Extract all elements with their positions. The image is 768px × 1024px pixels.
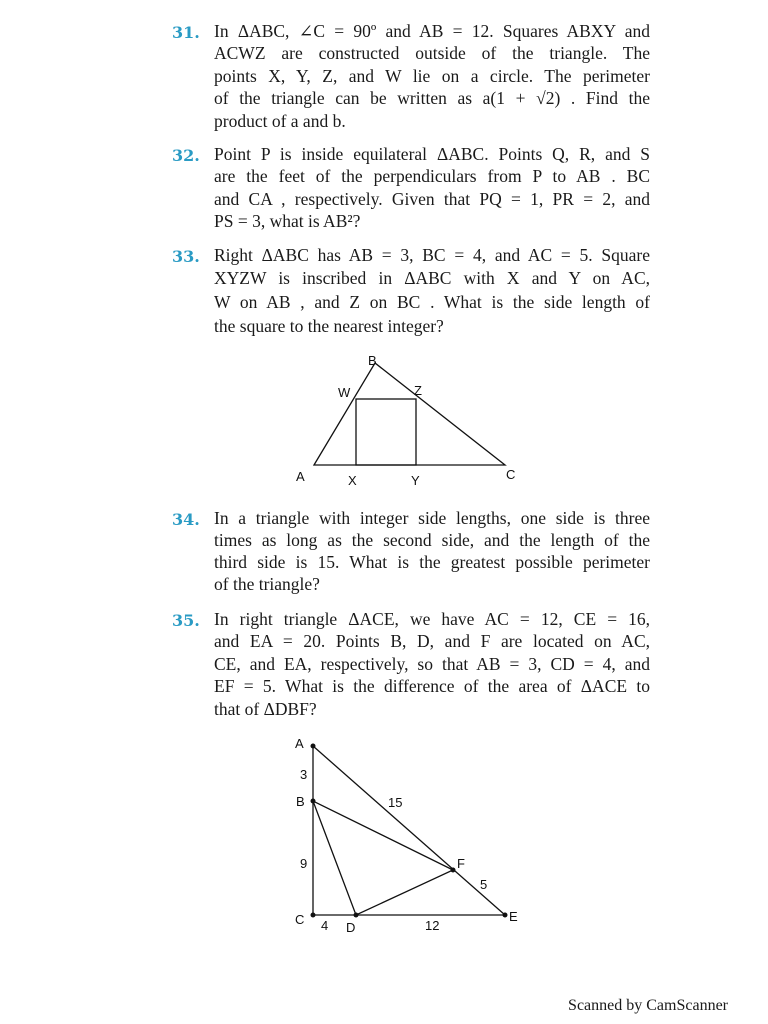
label-C: C <box>295 912 305 927</box>
problem-line: In right triangle ΔACE, we have AC = 12, CE = 16, <box>214 609 650 629</box>
problem-line: points X, Y, Z, and W lie on a circle. The perimeter <box>214 66 650 86</box>
length-AB: 3 <box>300 767 308 782</box>
problem-number: 35. <box>172 611 200 630</box>
scanner-watermark: Scanned by CamScanner <box>568 997 728 1014</box>
problem-number: 31. <box>172 23 200 42</box>
label-E: E <box>509 909 518 924</box>
problem-line: CE, and EA, respectively, so that AB = 3, CD = 4, and <box>214 654 650 674</box>
label-Y: Y <box>411 473 420 488</box>
length-CD: 4 <box>321 918 329 933</box>
problem-line: PS = 3, what is AB²? <box>214 211 361 231</box>
problem-line: are the feet of the perpendiculars from P to AB . BC <box>214 166 650 186</box>
problem-line: In a triangle with integer side lengths, one side is three <box>214 508 650 528</box>
label-A: A <box>296 469 305 484</box>
problem-line: XYZW is inscribed in ΔABC with X and Y on AC, <box>214 268 650 288</box>
problem-line: of the triangle can be written as a(1 + √2) . Find the <box>214 88 650 108</box>
problem-line: Point P is inside equilateral ΔABC. Points Q, R, and S <box>214 144 650 164</box>
figure-33-triangle-square <box>290 345 530 495</box>
problem-line: third side is 15. What is the greatest possible perimeter <box>214 552 650 572</box>
label-X: X <box>348 473 357 488</box>
length-BC: 9 <box>300 856 308 871</box>
label-D: D <box>346 920 356 935</box>
problem-line: the square to the nearest integer? <box>214 316 444 336</box>
problem-line: of the triangle? <box>214 574 320 594</box>
length-FA: 15 <box>388 795 403 810</box>
problem-line: EF = 5. What is the difference of the area of ΔACE to <box>214 676 650 696</box>
label-F: F <box>457 856 465 871</box>
problem-line: product of a and b. <box>214 111 346 131</box>
label-W: W <box>338 385 351 400</box>
problem-number: 32. <box>172 146 200 165</box>
problem-number: 33. <box>172 247 200 266</box>
label-Z: Z <box>414 383 422 398</box>
label-B: B <box>296 794 305 809</box>
problem-number: 34. <box>172 510 200 529</box>
problem-line: and EA = 20. Points B, D, and F are located on AC, <box>214 631 650 651</box>
problem-line: In ΔABC, ∠C = 90º and AB = 12. Squares ABXY and <box>214 21 650 41</box>
problem-line: that of ΔDBF? <box>214 699 317 719</box>
problem-line: ACWZ are constructed outside of the triangle. The <box>214 43 650 63</box>
length-EF: 5 <box>480 877 488 892</box>
problem-line: W on AB , and Z on BC . What is the side length of <box>214 292 650 312</box>
problem-line: Right ΔABC has AB = 3, BC = 4, and AC = 5. Square <box>214 245 650 265</box>
label-A: A <box>295 736 304 751</box>
label-C: C <box>506 467 516 482</box>
problem-line: times as long as the second side, and the length of the <box>214 530 650 550</box>
figure-35-right-triangle <box>280 730 540 940</box>
label-B: B <box>368 353 377 368</box>
problem-line: and CA , respectively. Given that PQ = 1, PR = 2, and <box>214 189 650 209</box>
length-DE: 12 <box>425 918 440 933</box>
